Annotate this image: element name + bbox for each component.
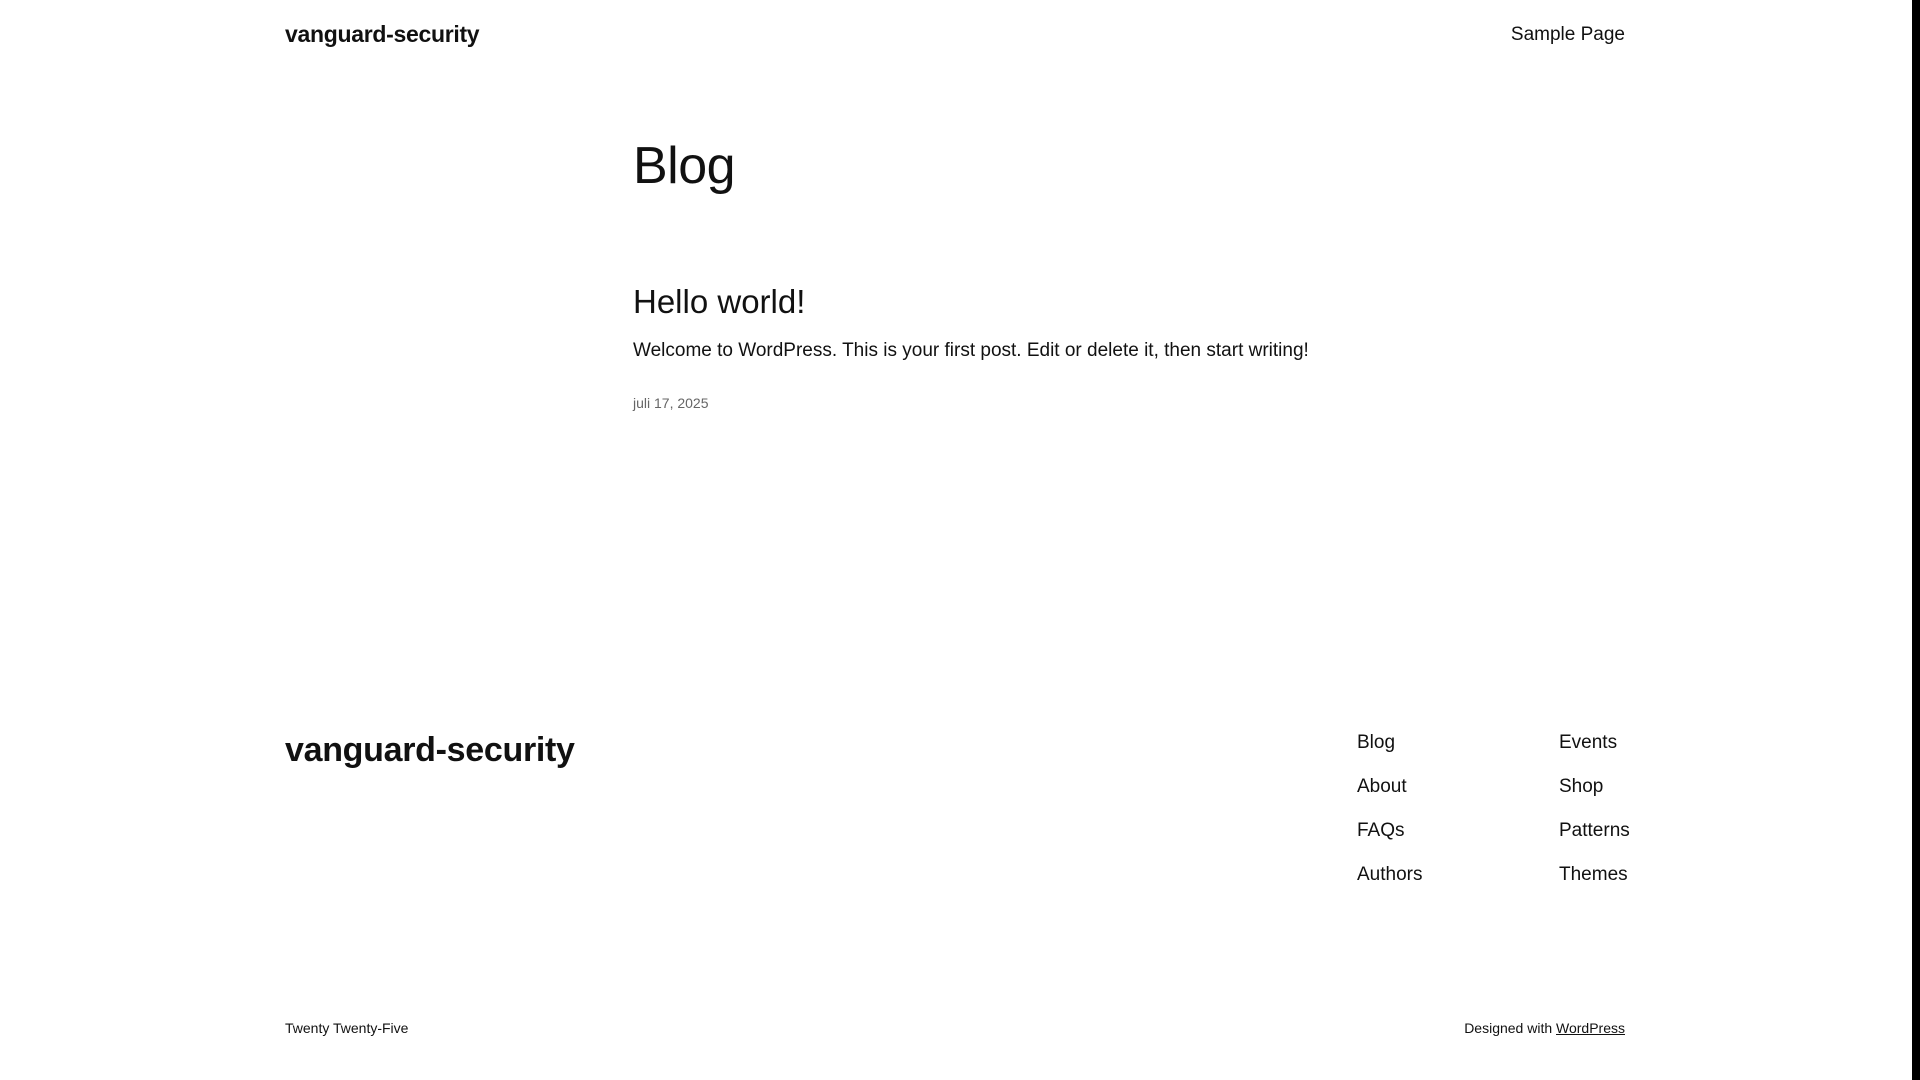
post-excerpt: Welcome to WordPress. This is your first post. Edit or delete it, then start writing!	[633, 340, 1309, 361]
post-title	[633, 281, 805, 323]
footer-link-patterns[interactable]: Patterns	[1559, 820, 1630, 841]
post-title-link[interactable]: Hello world!	[633, 283, 806, 320]
footer-nav-item	[1559, 774, 1630, 800]
footer-nav-column-1	[1357, 730, 1422, 906]
footer-link-authors[interactable]: Authors	[1357, 864, 1423, 885]
wordpress-link[interactable]: WordPress	[1556, 1020, 1625, 1036]
footer-nav-item	[1357, 730, 1422, 756]
footer-nav-item	[1559, 862, 1630, 888]
designed-with-prefix: Designed with	[1464, 1020, 1553, 1036]
footer-nav-item	[1559, 730, 1630, 756]
footer-site-title-link[interactable]: vanguard-security	[285, 731, 575, 769]
footer-link-events[interactable]: Events	[1559, 732, 1618, 753]
scrollbar[interactable]	[1912, 0, 1920, 1080]
footer-nav-item	[1357, 774, 1422, 800]
footer-nav-column-2	[1559, 730, 1630, 906]
nav-item-sample-page[interactable]: Sample Page	[1510, 24, 1625, 45]
site-title-link[interactable]: vanguard-security	[285, 21, 480, 47]
footer-nav-item	[1357, 862, 1422, 888]
footer-link-shop[interactable]: Shop	[1559, 776, 1604, 797]
page-title: Blog	[633, 137, 736, 195]
footer-link-faqs[interactable]: FAQs	[1357, 820, 1405, 841]
post-date[interactable]: juli 17, 2025	[633, 395, 709, 411]
footer-link-themes[interactable]: Themes	[1559, 864, 1628, 885]
theme-credit: Twenty Twenty-Five	[285, 1020, 409, 1036]
footer-link-blog[interactable]: Blog	[1357, 732, 1396, 753]
footer-link-about[interactable]: About	[1357, 776, 1407, 797]
designed-with-credit	[1464, 1019, 1625, 1037]
footer-nav-item	[1559, 818, 1630, 844]
footer-nav-item	[1357, 818, 1422, 844]
header-nav	[1511, 22, 1625, 48]
